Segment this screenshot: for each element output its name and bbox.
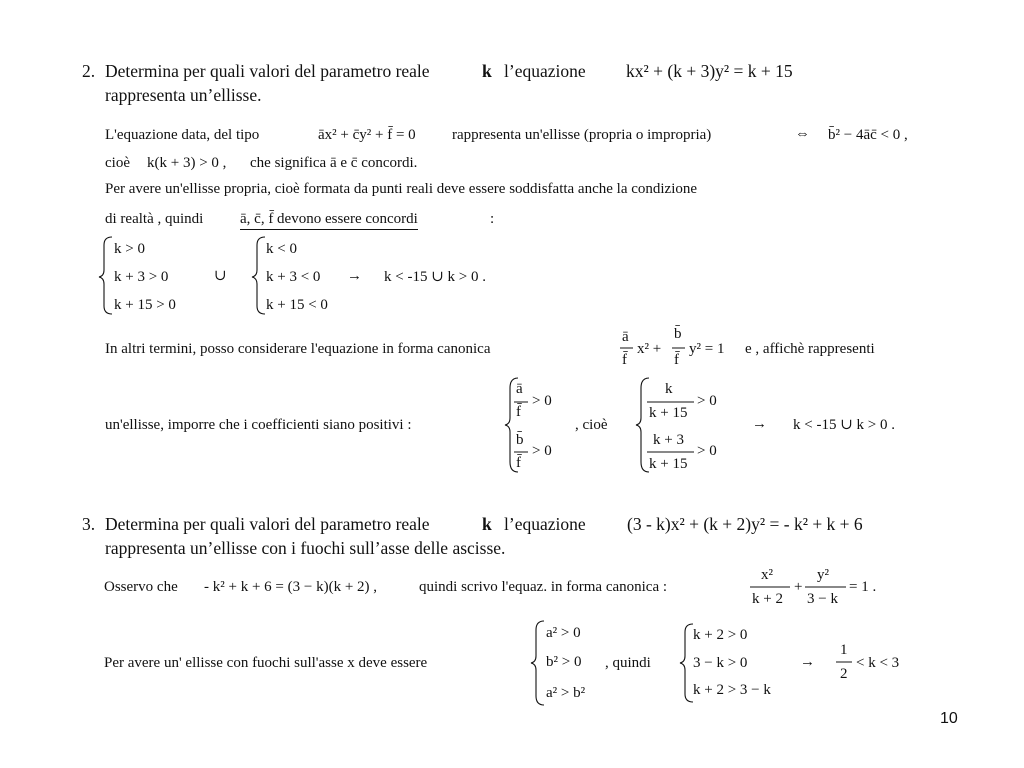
brace-left-foci-sys2 — [680, 624, 693, 702]
system-b-row-1: k < 0 — [266, 241, 297, 257]
pos-sys2-rel-1: > 0 — [697, 393, 717, 409]
obs-plus: + — [794, 579, 803, 595]
problem-3-statement-tail: l’equazione — [504, 514, 586, 534]
canon-tail: e , affichè rappresenti — [745, 341, 875, 357]
obs-num-2: y² — [817, 567, 829, 583]
pos-sys-den-2: f̄ — [516, 455, 521, 471]
brace-left-system-a — [99, 237, 112, 314]
foci-sys2-row-1: k + 2 > 0 — [693, 627, 748, 643]
pos-sys-rel-2: > 0 — [532, 443, 552, 459]
pos-result: k < -15 ∪ k > 0 . — [793, 417, 895, 433]
pos-sys-den-1: f̄ — [516, 404, 521, 420]
problem-3-number: 3. — [82, 514, 96, 534]
brace-left-system-b — [252, 237, 265, 314]
system-b-row-3: k + 15 < 0 — [266, 297, 328, 313]
p2-line1-iff: ⇔ — [795, 126, 810, 142]
canon-y2: y² = 1 — [689, 341, 725, 357]
p2-line4-text: di realtà , quindi — [105, 211, 204, 227]
obs-text-a: Osservo che — [104, 579, 178, 595]
obs-num-1: x² — [761, 567, 773, 583]
canon-text: In altri termini, posso considerare l'equazione in forma canonica — [105, 341, 491, 357]
problem-3-param: k — [482, 514, 492, 534]
problem-3-statement: Determina per quali valori del parametro reale — [105, 514, 430, 534]
pos-sys-num-2: b̄ — [516, 432, 524, 448]
problem-3-equation: (3 - k)x² + (k + 2)y² = - k² + k + 6 — [627, 514, 863, 534]
foci-quindi: , quindi — [605, 655, 651, 671]
foci-sys2-row-3: k + 2 > 3 − k — [693, 682, 771, 698]
p2-line1-text-b: rappresenta un'ellisse (propria o impropria) — [452, 127, 712, 143]
problem-2-param: k — [482, 61, 492, 81]
brace-left-foci-sys — [531, 621, 544, 705]
p2-line2-cond: k(k + 3) > 0 , — [147, 155, 227, 171]
p2-line2-text-b: che significa ā e c̄ concordi. — [250, 155, 418, 171]
foci-result: < k < 3 — [856, 655, 900, 671]
foci-sys-row-3: a² > b² — [546, 685, 586, 701]
canon-den-a: f̄ — [622, 352, 627, 368]
canon-num-a: ā — [622, 329, 629, 345]
problem-2-statement-tail: l’equazione — [504, 61, 586, 81]
brace-left-pos-sys2 — [636, 378, 649, 472]
foci-sys2-row-2: 3 − k > 0 — [693, 655, 748, 671]
p2-line1-text-a: L'equazione data, del tipo — [105, 127, 260, 143]
union-symbol: ∪ — [214, 268, 227, 284]
foci-frac-num: 1 — [840, 642, 848, 658]
problem-3-statement-line2: rappresenta un’ellisse con i fuochi sull’asse delle ascisse. — [105, 538, 506, 558]
pos-sys2-den-2: k + 15 — [649, 456, 688, 472]
obs-den-1: k + 2 — [752, 591, 783, 607]
problem-2-statement: Determina per quali valori del parametro reale — [105, 61, 430, 81]
p2-line1-formula: āx² + c̄y² + f̄ = 0 — [318, 127, 416, 143]
p2-line3: Per avere un'ellisse propria, cioè formata da punti reali deve essere soddisfatta anche la condizione — [105, 181, 698, 197]
p2-line1-cond: b̄² − 4āc̄ < 0 , — [828, 127, 908, 143]
pos-sys2-rel-2: > 0 — [697, 443, 717, 459]
system-b-row-2: k + 3 < 0 — [266, 269, 321, 285]
foci-text: Per avere un' ellisse con fuochi sull'asse x deve essere — [104, 655, 428, 671]
problem-2-number: 2. — [82, 61, 96, 81]
problem-2-statement-line2: rappresenta un’ellisse. — [105, 85, 262, 105]
pos-sys2-num-2: k + 3 — [653, 432, 684, 448]
obs-formula: - k² + k + 6 = (3 − k)(k + 2) , — [204, 579, 378, 595]
pos-sys2-den-1: k + 15 — [649, 405, 688, 421]
foci-sys-row-1: a² > 0 — [546, 625, 581, 641]
page-number: 10 — [940, 710, 958, 727]
foci-arrow: → — [800, 654, 815, 670]
pos-arrow: → — [752, 416, 767, 432]
foci-sys-row-2: b² > 0 — [546, 654, 582, 670]
system-a-row-3: k + 15 > 0 — [114, 297, 176, 313]
system-result: k < -15 ∪ k > 0 . — [384, 269, 486, 285]
problem-2-equation: kx² + (k + 3)y² = k + 15 — [626, 61, 793, 81]
pos-sys-rel-1: > 0 — [532, 393, 552, 409]
canon-den-b: f̄ — [674, 352, 679, 368]
p2-line2-text-a: cioè — [105, 155, 130, 171]
implies-arrow: → — [347, 268, 362, 284]
p2-line4-underlined: ā, c̄, f̄ devono essere concordi — [240, 212, 418, 230]
pos-cioe: , cioè — [575, 417, 608, 433]
canon-x2: x² + — [637, 341, 662, 357]
system-a-row-1: k > 0 — [114, 241, 145, 257]
p2-line4-colon: : — [490, 211, 495, 227]
system-a-row-2: k + 3 > 0 — [114, 269, 169, 285]
obs-text-b: quindi scrivo l'equaz. in forma canonica : — [419, 579, 668, 595]
obs-den-2: 3 − k — [807, 591, 838, 607]
foci-frac-den: 2 — [840, 666, 848, 682]
pos-sys-num-1: ā — [516, 381, 523, 397]
obs-eq: = 1 . — [849, 579, 877, 595]
pos-sys2-num-1: k — [665, 381, 673, 397]
pos-text: un'ellisse, imporre che i coefficienti siano positivi : — [105, 417, 412, 433]
canon-num-b: b̄ — [674, 326, 682, 342]
